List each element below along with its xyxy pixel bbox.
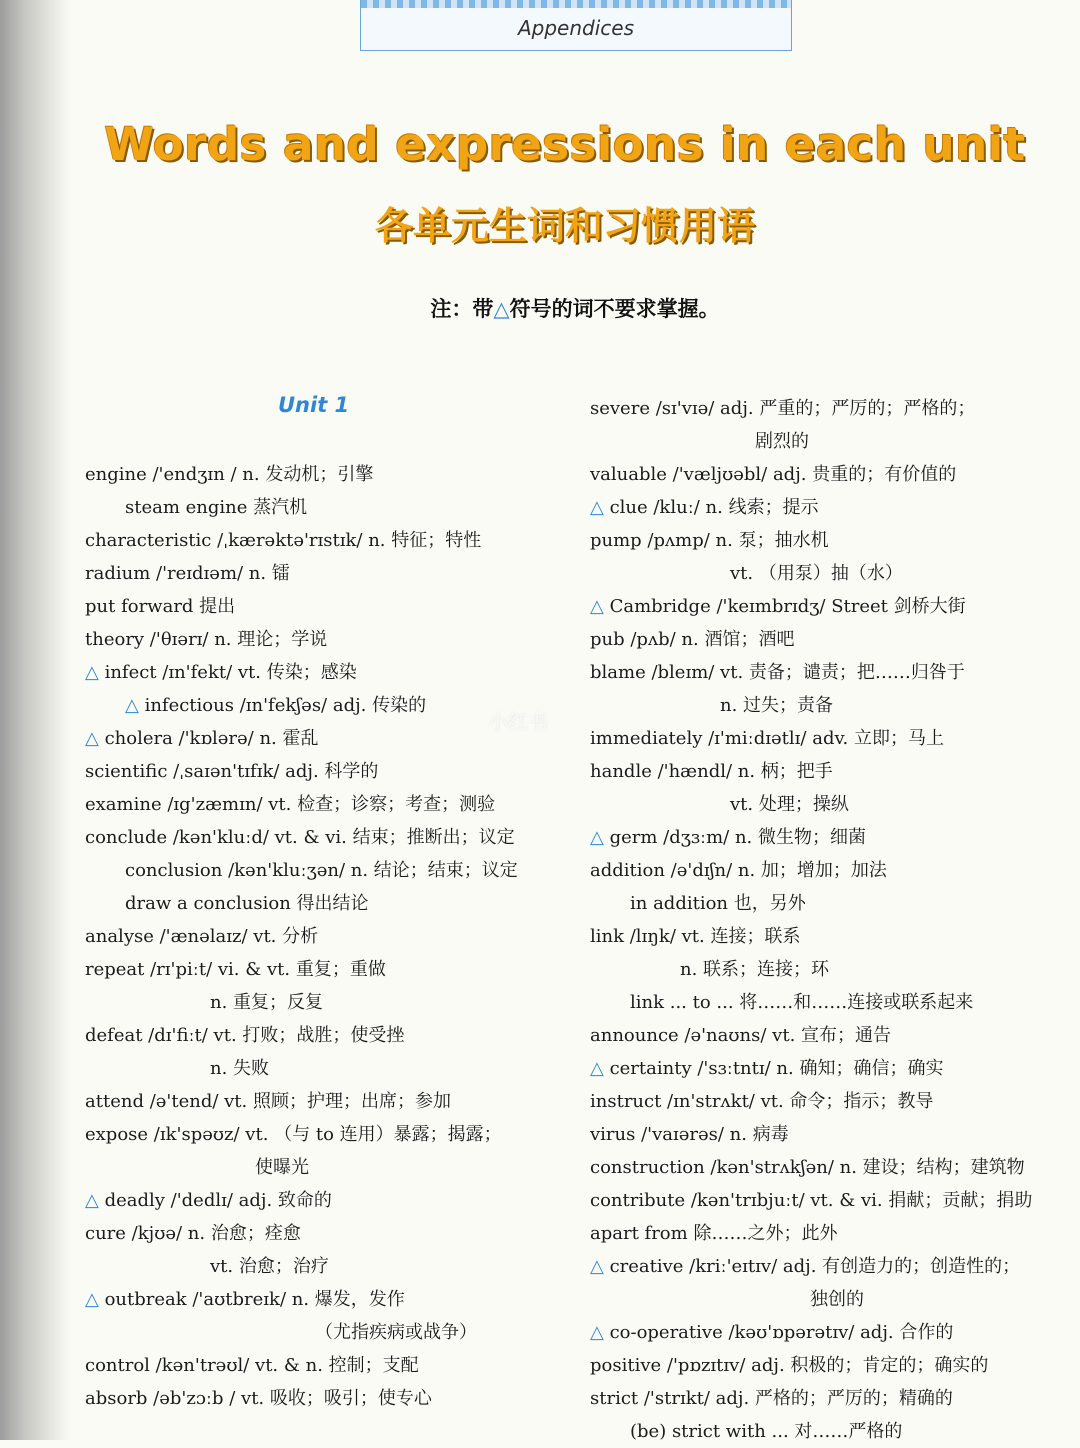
section-header-box (360, 0, 792, 51)
vocab-entry: vt. （用泵）抽（水） (730, 563, 903, 584)
vocab-entry: link ... to ... 将……和……连接或联系起来 (630, 992, 974, 1013)
vocab-entry: steam engine 蒸汽机 (125, 497, 308, 518)
triangle-marker-icon: △ (493, 297, 510, 321)
vocab-entry: examine /ɪg'zæmɪn/ vt. 检查；诊察；考查；测验 (85, 794, 496, 815)
vocab-entry: immediately /ɪ'miːdɪətlɪ/ adv. 立即；马上 (590, 728, 944, 749)
vocab-entry: n. 失败 (210, 1058, 270, 1079)
vocab-entry: △ infectious /ɪn'fekʃəs/ adj. 传染的 (125, 695, 427, 716)
vocab-entry: strict /'strɪkt/ adj. 严格的；严厉的；精确的 (590, 1388, 953, 1409)
vocab-entry: △ certainty /'sɜːtntɪ/ n. 确知；确信；确实 (590, 1058, 944, 1079)
vocab-entry: analyse /'ænəlaɪz/ vt. 分析 (85, 926, 319, 947)
triangle-marker-icon: △ (85, 1190, 99, 1211)
vocab-entry: handle /'hændl/ n. 柄；把手 (590, 761, 833, 782)
vocab-entry: pump /pʌmp/ n. 泵；抽水机 (590, 530, 829, 551)
header-decorative-band (361, 0, 791, 8)
usage-note: 注：带△符号的词不要求掌握。 (430, 297, 720, 321)
triangle-marker-icon: △ (590, 1256, 604, 1277)
vocab-entry: engine /'endʒɪn / n. 发动机；引擎 (85, 464, 374, 485)
vocab-entry: △ creative /kriː'eɪtɪv/ adj. 有创造力的；创造性的； (590, 1256, 1021, 1277)
vocab-entry: control /kən'trəʊl/ vt. & n. 控制；支配 (85, 1355, 419, 1376)
vocab-entry: expose /ɪk'spəʊz/ vt. （与 to 连用）暴露；揭露； (85, 1124, 502, 1145)
vocab-entry: put forward 提出 (85, 596, 236, 617)
vocab-entry: contribute /kən'trɪbjuːt/ vt. & vi. 捐献；贡献；捐助 (590, 1190, 1033, 1211)
triangle-marker-icon: △ (85, 1289, 99, 1310)
vocab-entry: announce /ə'naʊns/ vt. 宣布；通告 (590, 1025, 892, 1046)
vocab-entry: virus /'vaɪərəs/ n. 病毒 (590, 1124, 789, 1145)
vocab-entry: severe /sɪ'vɪə/ adj. 严重的；严厉的；严格的； (590, 398, 976, 419)
vocab-entry: addition /ə'dɪʃn/ n. 加；增加；加法 (590, 860, 887, 881)
vocab-entry: pub /pʌb/ n. 酒馆；酒吧 (590, 629, 795, 650)
vocab-entry: valuable /'væljʊəbl/ adj. 贵重的；有价值的 (590, 464, 957, 485)
section-title: Appendices (517, 16, 635, 40)
vocab-entry: n. 重复；反复 (210, 992, 324, 1013)
vocab-entry: (be) strict with ... 对……严格的 (630, 1421, 903, 1442)
vocab-entry: absorb /əb'zɔːb / vt. 吸收；吸引；使专心 (85, 1388, 432, 1409)
triangle-marker-icon: △ (590, 497, 604, 518)
vocab-entry: △ germ /dʒɜːm/ n. 微生物；细菌 (590, 827, 866, 848)
triangle-marker-icon: △ (125, 695, 139, 716)
vocab-entry: draw a conclusion 得出结论 (125, 893, 369, 914)
vocab-entry: characteristic /ˌkærəktə'rɪstɪk/ n. 特征；特性 (85, 530, 482, 551)
triangle-marker-icon: △ (85, 662, 99, 683)
vocab-entry: n. 联系；连接；环 (680, 959, 830, 980)
unit-heading: Unit 1 (278, 393, 350, 417)
vocab-entry: △ Cambridge /'keɪmbrɪdʒ/ Street 剑桥大街 (590, 596, 966, 617)
vocab-entry: cure /kjʊə/ n. 治愈；痊愈 (85, 1223, 301, 1244)
triangle-marker-icon: △ (590, 827, 604, 848)
vocab-entry: repeat /rɪ'piːt/ vi. & vt. 重复；重做 (85, 959, 386, 980)
vocab-entry: positive /'pɒzɪtɪv/ adj. 积极的；肯定的；确实的 (590, 1355, 989, 1376)
triangle-marker-icon: △ (85, 728, 99, 749)
vocab-entry: link /lɪŋk/ vt. 连接；联系 (590, 926, 801, 947)
vocab-entry: instruct /ɪn'strʌkt/ vt. 命令；指示；教导 (590, 1091, 934, 1112)
vocab-entry: vt. 处理；操纵 (730, 794, 849, 815)
vocab-entry: blame /bleɪm/ vt. 责备；谴责；把……归咎于 (590, 662, 965, 683)
vocab-entry: △ cholera /'kɒlərə/ n. 霍乱 (85, 728, 319, 749)
vocab-entry: △ deadly /'dedlɪ/ adj. 致命的 (85, 1190, 332, 1211)
vocab-entry: conclusion /kən'kluːʒən/ n. 结论；结束；议定 (125, 860, 518, 881)
triangle-marker-icon: △ (590, 1058, 604, 1079)
vocab-entry: scientific /ˌsaɪən'tɪfɪk/ adj. 科学的 (85, 761, 379, 782)
vocab-entry: △ infect /ɪn'fekt/ vt. 传染；感染 (85, 662, 357, 683)
vocab-entry: construction /kən'strʌkʃən/ n. 建设；结构；建筑物 (590, 1157, 1025, 1178)
vocab-entry: n. 过失；责备 (720, 695, 834, 716)
vocab-entry: △ co-operative /kəʊ'ɒpərətɪv/ adj. 合作的 (590, 1322, 954, 1343)
watermark-text: 小红书 (488, 710, 548, 734)
vocab-entry: conclude /kən'kluːd/ vt. & vi. 结束；推断出；议定 (85, 827, 515, 848)
vocabulary-column-right (590, 392, 1060, 1448)
page-title-english: Words and expressions in each unit (104, 118, 1026, 171)
vocabulary-column-left (85, 458, 555, 1415)
vocab-entry: radium /'reɪdɪəm/ n. 镭 (85, 563, 290, 584)
page-title-chinese: 各单元生词和习惯用语 (374, 204, 755, 248)
vocab-entry: 剧烈的 (755, 431, 809, 452)
vocab-entry: vt. 治愈；治疗 (210, 1256, 329, 1277)
triangle-marker-icon: △ (590, 596, 604, 617)
triangle-marker-icon: △ (590, 1322, 604, 1343)
vocab-entry: 使曝光 (255, 1157, 309, 1178)
vocab-entry: △ clue /kluː/ n. 线索；提示 (590, 497, 819, 518)
vocab-entry: attend /ə'tend/ vt. 照顾；护理；出席；参加 (85, 1091, 451, 1112)
vocab-entry: in addition 也，另外 (630, 893, 806, 914)
vocab-entry: theory /'θɪərɪ/ n. 理论；学说 (85, 629, 328, 650)
vocab-entry: 独创的 (810, 1289, 864, 1310)
vocab-entry: △ outbreak /'aʊtbreɪk/ n. 爆发，发作 (85, 1289, 405, 1310)
vocab-entry: apart from 除……之外；此外 (590, 1223, 838, 1244)
vocab-entry: defeat /dɪ'fiːt/ vt. 打败；战胜；使受挫 (85, 1025, 405, 1046)
vocab-entry: （尤指疾病或战争） (315, 1322, 477, 1343)
